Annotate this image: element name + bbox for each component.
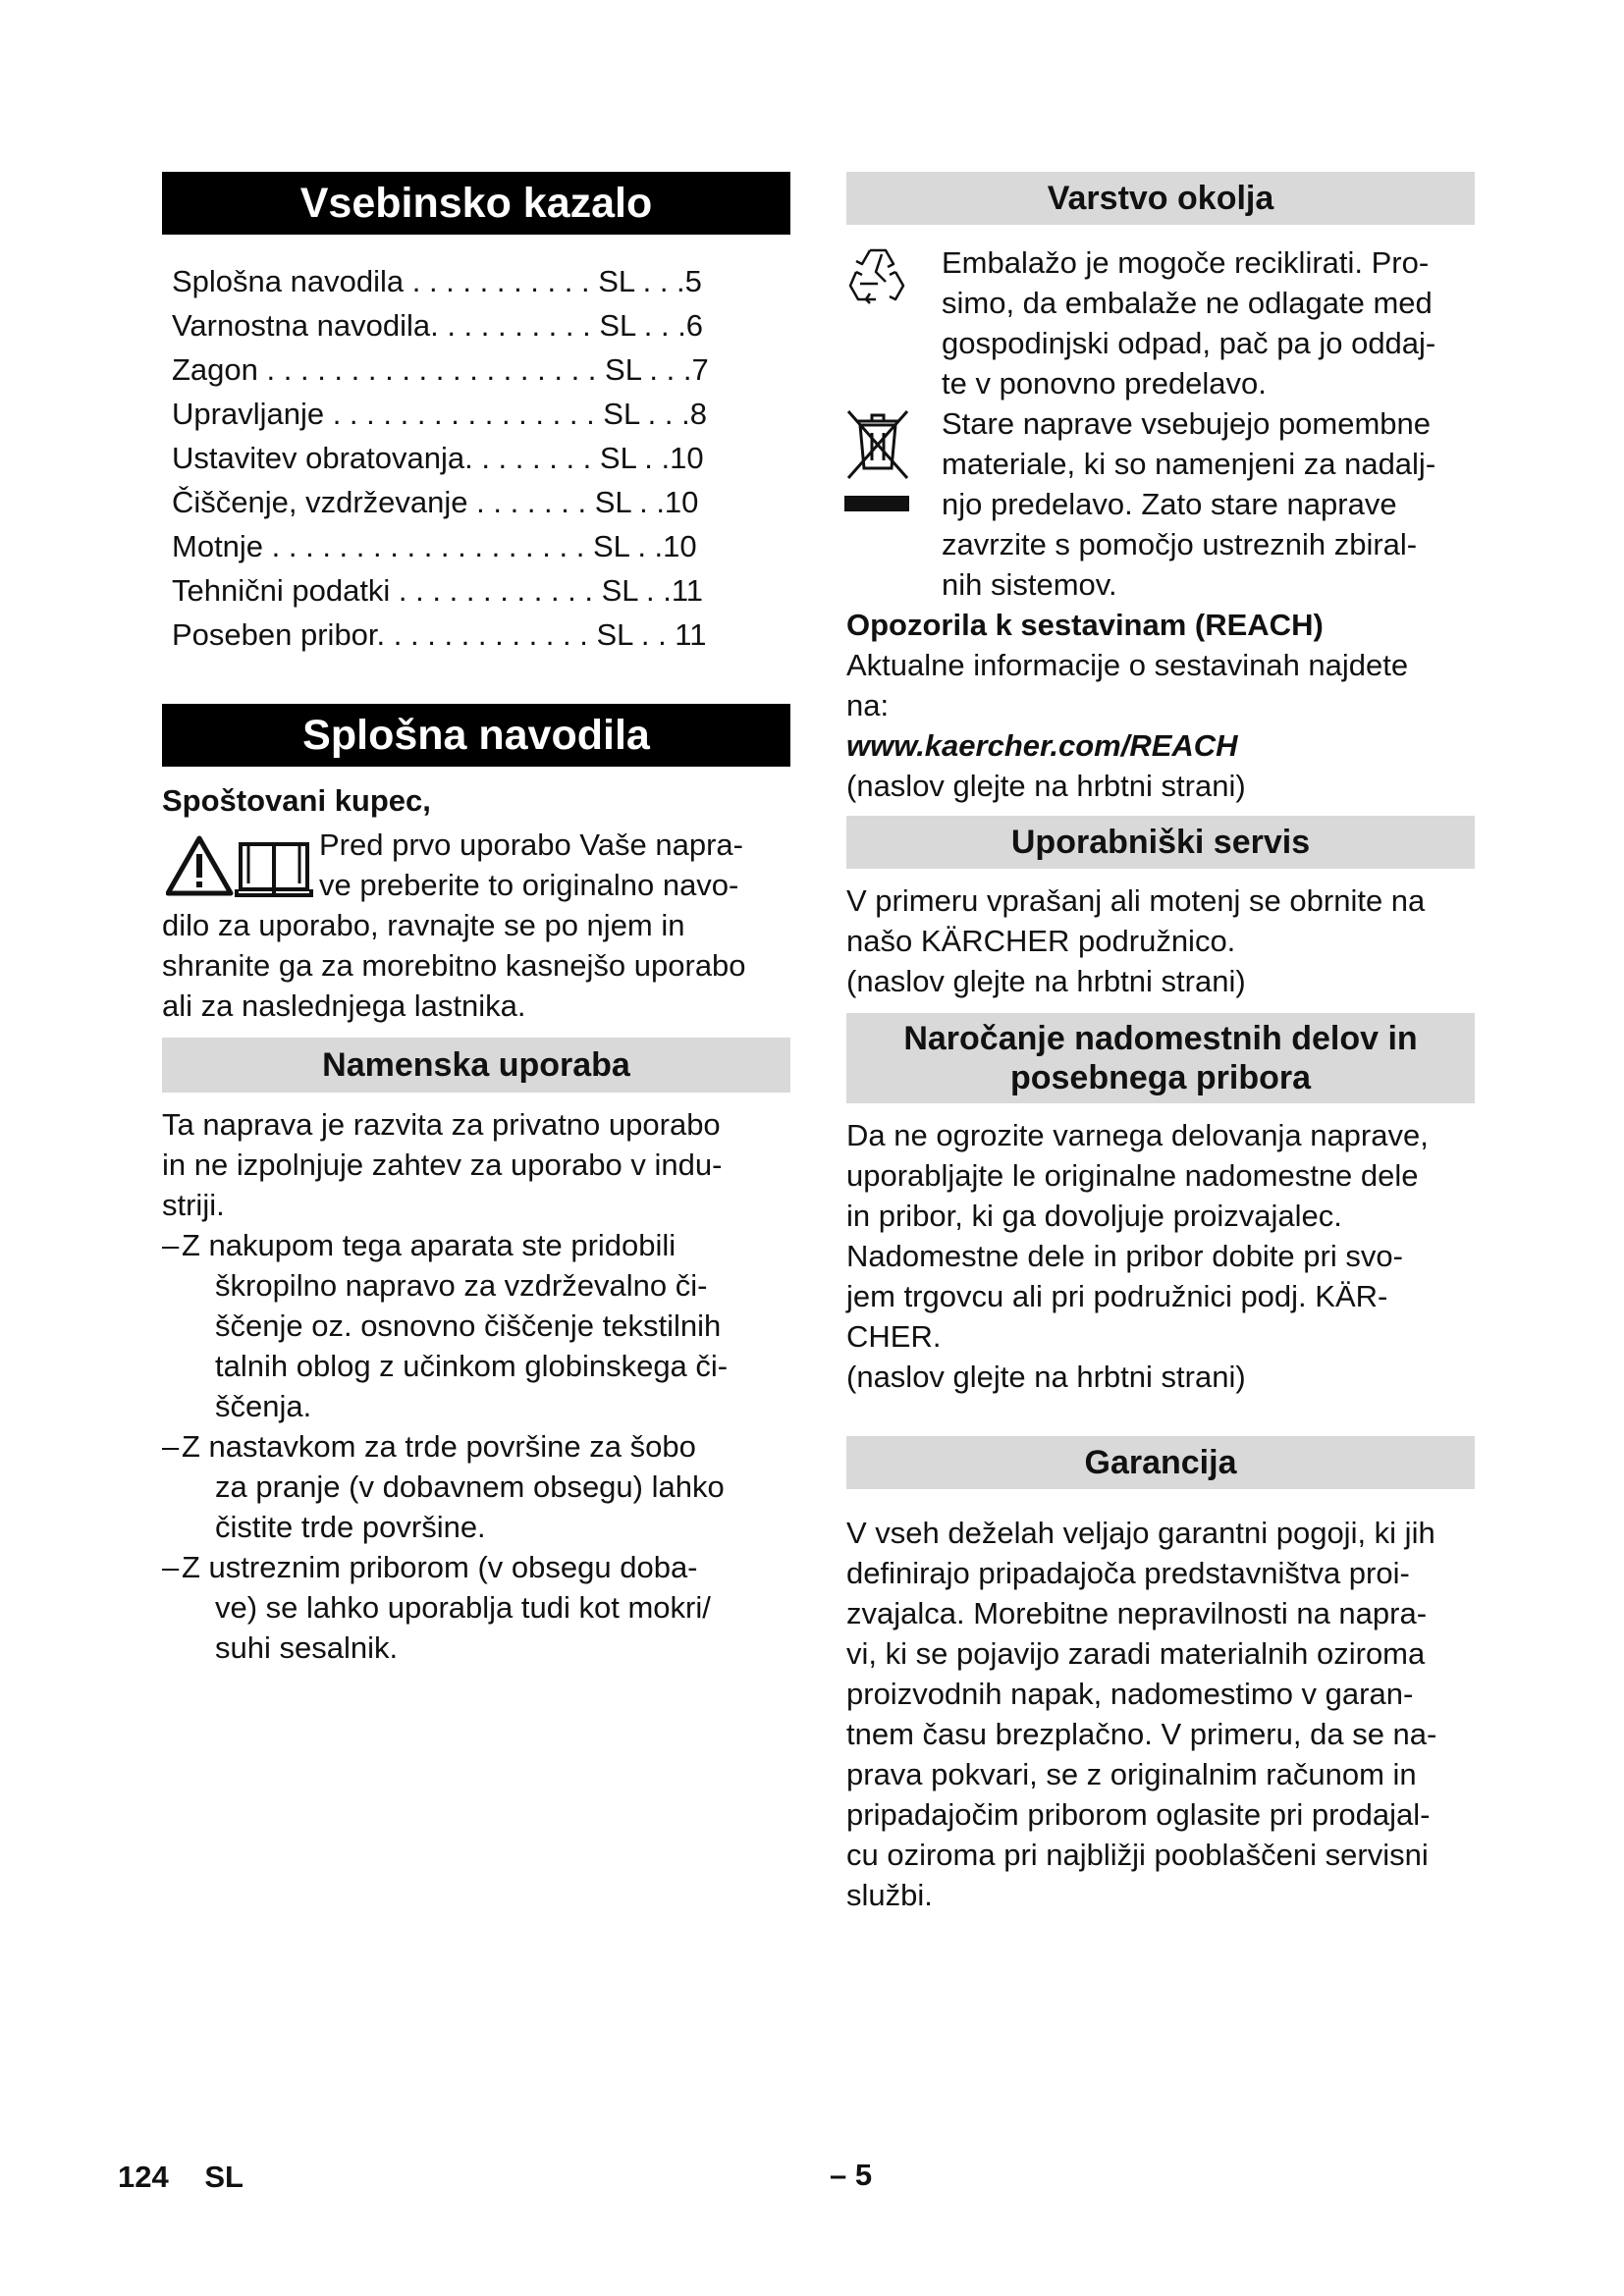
bullet-line: za pranje (v dobavnem obsegu) lahko — [215, 1469, 725, 1504]
old-devices-line: Stare naprave vsebujejo pomembne — [942, 406, 1432, 441]
warranty-line: pripadajočim priborom oglasite pri prodajal- — [846, 1797, 1431, 1832]
intro-block — [162, 825, 790, 945]
spare-parts-line: uporabljajte le originalne nadomestne dele — [846, 1158, 1419, 1193]
body-line: Ta naprava je razvita za privatno uporabo — [162, 1107, 721, 1142]
old-devices-line: nih sistemov. — [942, 567, 1117, 602]
bullet-line: čistite trde površine. — [215, 1510, 486, 1544]
spare-parts-title-line: Naročanje nadomestnih delov in — [903, 1020, 1418, 1057]
intended-use-heading: Namenska uporaba — [162, 1038, 790, 1093]
bullet-line: Z ustreznim priborom (v obsegu doba- — [182, 1550, 698, 1584]
right-column — [846, 172, 1475, 1915]
service-heading: Uporabniški servis — [846, 816, 1475, 869]
recycling-icon — [846, 242, 909, 305]
old-devices-line: njo predelavo. Zato stare naprave — [942, 487, 1397, 521]
bullet-line: talnih oblog z učinkom globinskega či- — [215, 1349, 729, 1383]
intro-line: dilo za uporabo, ravnajte se po njem in — [162, 908, 685, 942]
spare-parts-title-line: posebnega pribora — [1009, 1059, 1312, 1096]
toc-entry[interactable]: Varnostna navodila. . . . . . . . . . SL . . .6 — [172, 308, 704, 343]
warranty-line: službi. — [846, 1878, 933, 1912]
bullet-dash: – — [162, 1550, 180, 1584]
packaging-line: simo, da embalaže ne odlagate med — [942, 286, 1433, 320]
recycling-block — [846, 242, 1475, 403]
warranty-line: zvajalca. Morebitne nepravilnosti na napra- — [846, 1596, 1428, 1630]
bullet-line: ščenja. — [215, 1389, 312, 1423]
toc-entry[interactable]: Upravljanje . . . . . . . . . . . . . . . . SL . . .8 — [172, 397, 707, 431]
bullet-item — [162, 1225, 790, 1426]
intro-line: Pred prvo uporabo Vaše napra- — [319, 828, 743, 862]
toc-heading: Vsebinsko kazalo — [162, 172, 790, 235]
service-line: našo KÄRCHER podružnico. — [846, 924, 1236, 958]
footer-center: – 5 — [830, 2158, 873, 2192]
bullet-line: škropilno napravo za vzdrževalno či- — [215, 1268, 708, 1303]
reach-link[interactable]: www.kaercher.com/REACH — [846, 728, 1238, 763]
footer — [118, 2160, 244, 2195]
bullet-dash: – — [162, 1429, 180, 1464]
bullet-line: ščenje oz. osnovno čiščenje tekstilnih — [215, 1308, 722, 1343]
warranty-line: prava pokvari, se z originalnim računom in — [846, 1757, 1417, 1791]
environment-heading: Varstvo okolja — [846, 172, 1475, 225]
old-devices-line: zavrzite s pomočjo ustreznih zbiral- — [942, 527, 1418, 561]
warranty-line: definirajo pripadajoča predstavništva proi- — [846, 1556, 1410, 1590]
spare-parts-line: in pribor, ki ga dovoljuje proizvajalec. — [846, 1199, 1342, 1233]
toc-entry[interactable]: Poseben pribor. . . . . . . . . . . . . SL . . 11 — [172, 617, 707, 652]
old-devices-line: materiale, ki so namenjeni za nadalj- — [942, 447, 1436, 481]
packaging-line: te v ponovno predelavo. — [942, 366, 1267, 400]
bullet-line: ve) se lahko uporablja tudi kot mokri/ — [215, 1590, 711, 1625]
service-line: (naslov glejte na hrbtni strani) — [846, 964, 1246, 998]
spare-parts-line: Nadomestne dele in pribor dobite pri svo- — [846, 1239, 1403, 1273]
reach-line: Aktualne informacije o sestavinah najdete — [846, 648, 1409, 682]
toc-entry[interactable]: Čiščenje, vzdrževanje . . . . . . . SL . .10 — [172, 485, 699, 519]
page-number: 124 — [118, 2160, 169, 2194]
spare-parts-line: CHER. — [846, 1319, 942, 1354]
crossed-bin-icon — [842, 407, 913, 515]
weee-block — [846, 403, 1475, 605]
warranty-heading: Garancija — [846, 1436, 1475, 1489]
bullet-dash: – — [162, 1228, 180, 1262]
toc-entry[interactable]: Splošna navodila . . . . . . . . . . . SL . . .5 — [172, 264, 702, 298]
warranty-line: proizvodnih napak, nadomestimo v garan- — [846, 1677, 1414, 1711]
reach-note: (naslov glejte na hrbtni strani) — [846, 769, 1246, 803]
bullet-item — [162, 1426, 790, 1547]
reach-heading: Opozorila k sestavinam (REACH) — [846, 608, 1324, 642]
bullet-line: suhi sesalnik. — [215, 1630, 399, 1665]
spare-parts-heading — [846, 1013, 1475, 1103]
packaging-line: Embalažo je mogoče reciklirati. Pro- — [942, 245, 1430, 280]
general-heading: Splošna navodila — [162, 704, 790, 767]
intro-line: ali za naslednjega lastnika. — [162, 988, 526, 1023]
warranty-line: cu oziroma pri najbližji pooblaščeni servisni — [846, 1838, 1429, 1872]
toc-entry[interactable]: Motnje . . . . . . . . . . . . . . . . . . . SL . .10 — [172, 529, 697, 563]
left-column — [162, 172, 790, 1668]
toc-entry[interactable]: Zagon . . . . . . . . . . . . . . . . . . . . SL . . .7 — [172, 352, 709, 387]
toc-list — [172, 259, 790, 657]
reach-line: na: — [846, 688, 890, 722]
warning-triangle-icon — [166, 834, 313, 897]
warranty-line: V vseh deželah veljajo garantni pogoji, ki jih — [846, 1516, 1435, 1550]
warranty-line: vi, ki se pojavijo zaradi materialnih oziroma — [846, 1636, 1426, 1671]
greeting: Spoštovani kupec, — [162, 783, 431, 818]
spare-parts-line: (naslov glejte na hrbtni strani) — [846, 1360, 1246, 1394]
bullet-line: Z nakupom tega aparata ste pridobili — [182, 1228, 677, 1262]
language-code: SL — [204, 2160, 244, 2194]
warranty-line: tnem času brezplačno. V primeru, da se na- — [846, 1717, 1437, 1751]
warning-manual-icons — [166, 834, 313, 902]
toc-entry[interactable]: Tehnični podatki . . . . . . . . . . . . SL . .11 — [172, 573, 704, 608]
manual-book-icon — [237, 844, 311, 895]
spare-parts-line: jem trgovcu ali pri podružnici podj. KÄR- — [846, 1279, 1388, 1313]
bullet-line: Z nastavkom za trde površine za šobo — [182, 1429, 696, 1464]
intro-line: shranite ga za morebitno kasnejšo uporabo — [162, 948, 746, 983]
service-line: V primeru vprašanj ali motenj se obrnite na — [846, 883, 1426, 918]
body-line: striji. — [162, 1188, 225, 1222]
toc-entry[interactable]: Ustavitev obratovanja. . . . . . . . SL . .10 — [172, 441, 704, 475]
intro-line: ve preberite to originalno navo- — [319, 868, 739, 902]
body-line: in ne izpolnjuje zahtev za uporabo v indu- — [162, 1148, 723, 1182]
bullet-item — [162, 1547, 790, 1668]
spare-parts-line: Da ne ogrozite varnega delovanja naprave, — [846, 1118, 1429, 1152]
packaging-line: gospodinjski odpad, pač pa jo oddaj- — [942, 326, 1436, 360]
